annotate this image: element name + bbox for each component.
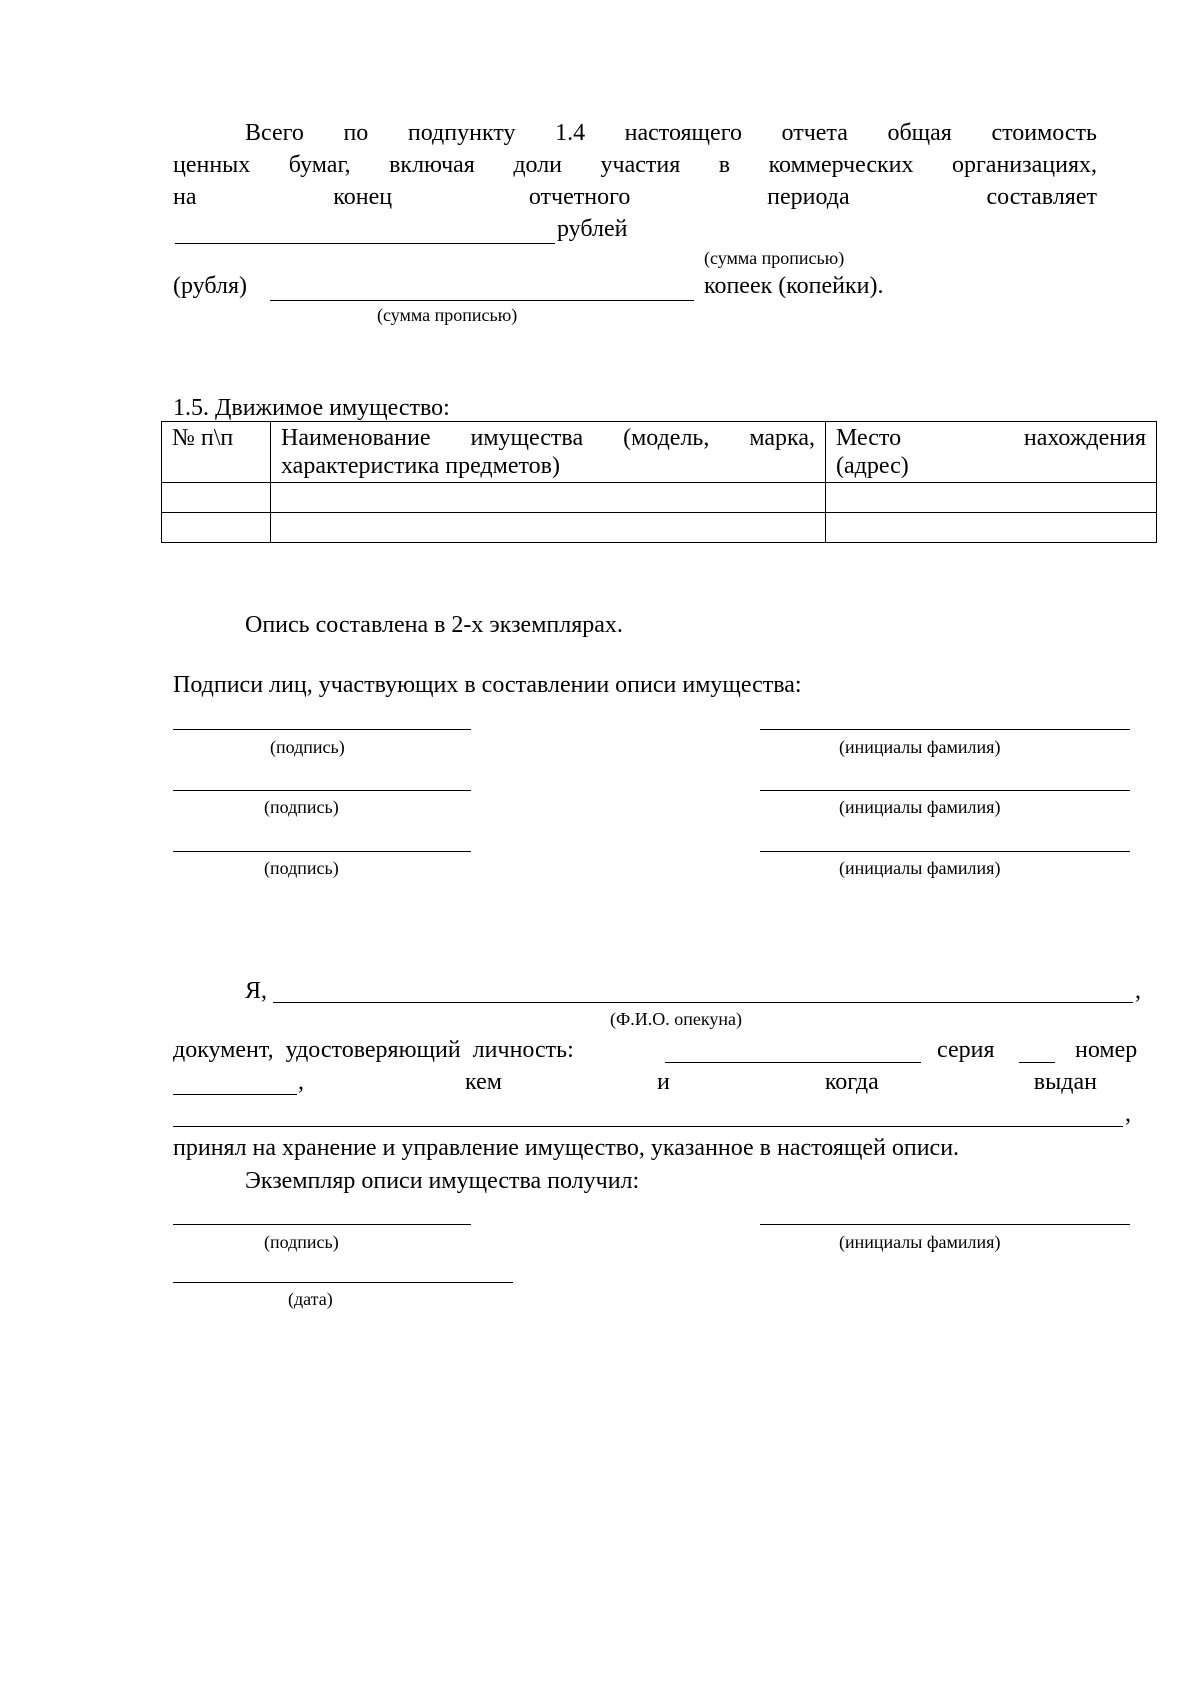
issued-by-line[interactable] [173,1126,1123,1127]
fio-caption: (Ф.И.О. опекуна) [610,1009,742,1029]
initials-caption: (инициалы фамилия) [839,737,1001,757]
initials-caption: (инициалы фамилия) [839,797,1001,817]
rubles-amount-line[interactable] [175,243,555,244]
copies-text: Опись составлена в 2-х экземплярах. [245,612,623,638]
movable-heading: 1.5. Движимое имущество: [173,395,450,421]
movable-property-table [161,421,1157,543]
signature-caption: (подпись) [264,797,339,817]
guardian-ya: Я, [245,978,268,1004]
table-row [162,483,1157,513]
series-label: серия [937,1037,995,1063]
accepted-text: принял на хранение и управление имущество, указанное в настоящей описи. [173,1135,960,1161]
date-caption: (дата) [288,1289,333,1309]
issued-by-comma: , [1125,1101,1131,1127]
number-line[interactable] [173,1094,297,1095]
series-line[interactable] [1019,1062,1055,1063]
table-cell[interactable] [826,483,1157,513]
rubles-paren: (рубля) [173,273,247,299]
receiver-signature-line[interactable] [173,1224,471,1225]
signature-line[interactable] [173,851,471,852]
guardian-name-line[interactable] [273,1002,1133,1003]
table-cell[interactable] [162,483,271,513]
total-line-3: на конец отчетного периода составляет [173,184,1097,210]
receiver-initials-caption: (инициалы фамилия) [839,1232,1001,1252]
sum-caption-2: (сумма прописью) [377,305,518,325]
number-comma: , [298,1069,304,1095]
kopecks-word: копеек (копейки). [704,273,884,299]
col-name-header: Наименование имущества (модель, марка, характеристика предметов) [271,422,826,483]
rubles-word: рублей [557,216,628,242]
receiver-signature-caption: (подпись) [264,1232,339,1252]
date-line[interactable] [173,1282,513,1283]
receiver-initials-line[interactable] [760,1224,1130,1225]
signature-caption: (подпись) [264,858,339,878]
signatures-heading: Подписи лиц, участвующих в составлении описи имущества: [173,672,802,698]
document-line[interactable] [665,1062,921,1063]
initials-line[interactable] [760,729,1130,730]
initials-caption: (инициалы фамилия) [839,858,1001,878]
kopecks-amount-line[interactable] [270,300,694,301]
table-cell[interactable] [271,483,826,513]
sum-caption-1: (сумма прописью) [704,248,845,268]
table-cell[interactable] [162,513,271,543]
signature-caption: (подпись) [270,737,345,757]
table-header-row [162,422,1157,483]
initials-line[interactable] [760,851,1130,852]
copy-received: Экземпляр описи имущества получил: [245,1168,640,1194]
doc-label: документ, удостоверяющий личность: [173,1037,574,1063]
table-cell[interactable] [826,513,1157,543]
signature-line[interactable] [173,729,471,730]
signature-line[interactable] [173,790,471,791]
total-line-2: ценных бумаг, включая доли участия в коммерческих организациях, [173,152,1097,178]
initials-line[interactable] [760,790,1130,791]
table-cell[interactable] [271,513,826,543]
issued-line: кем и когда выдан [465,1069,1097,1095]
guardian-name-comma: , [1135,978,1141,1004]
number-label: номер [1075,1037,1138,1063]
table-row [162,513,1157,543]
col-num-header: № п\п [162,422,271,483]
col-place-header: Место нахождения (адрес) [826,422,1157,483]
total-line-1: Всего по подпункту 1.4 настоящего отчета общая стоимость [245,120,1097,146]
